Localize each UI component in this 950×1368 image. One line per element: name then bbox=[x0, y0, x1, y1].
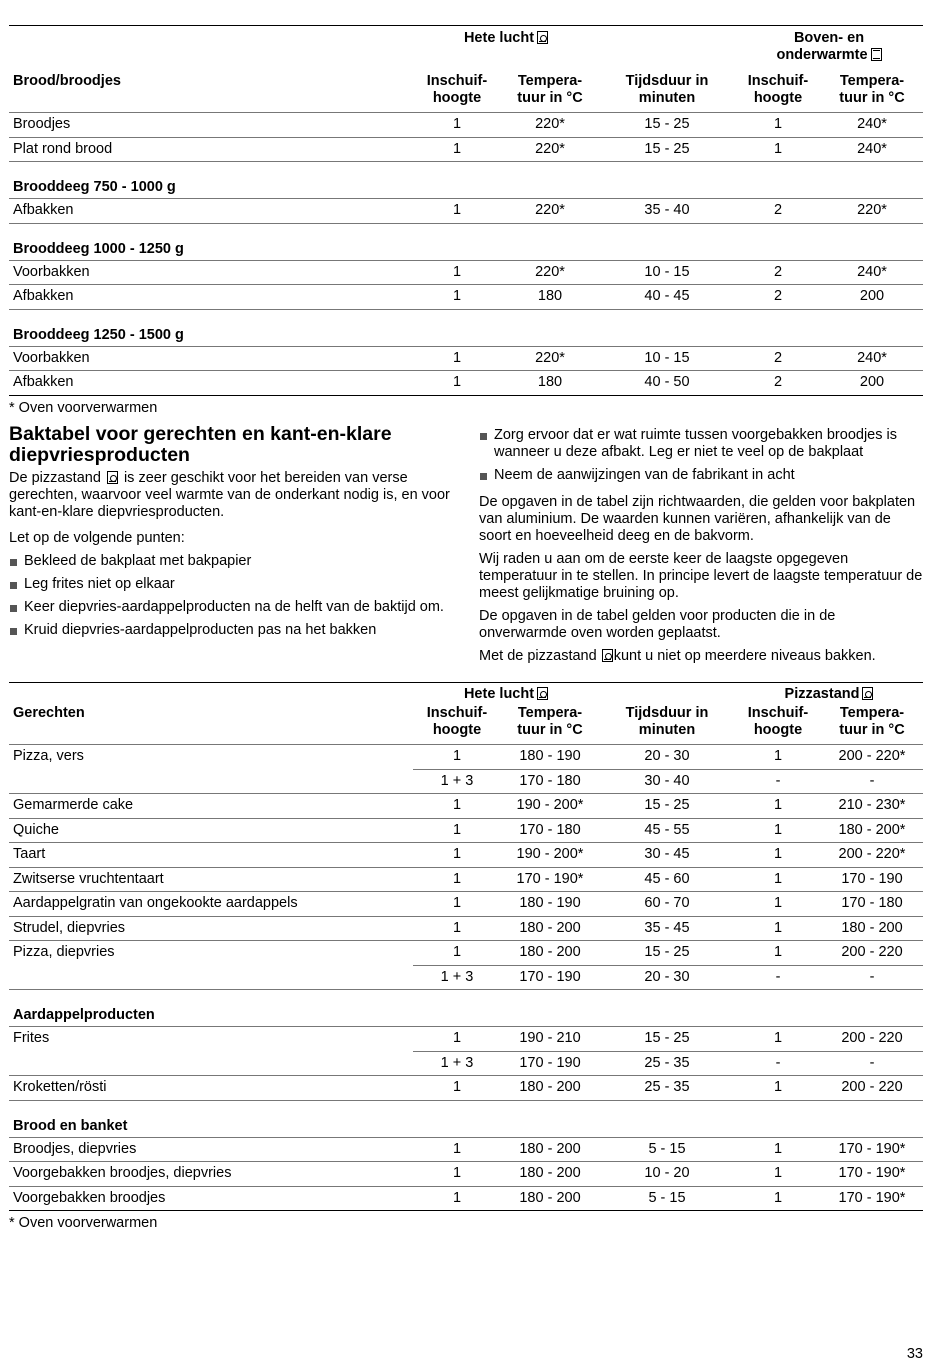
cell-value: 15 - 25 bbox=[599, 941, 735, 966]
cell-value: 1 bbox=[735, 818, 821, 843]
cell-value: 240* bbox=[821, 260, 923, 285]
list-item: Keer diepvries-aardappelproducten na de helft van de baktijd om. bbox=[9, 599, 455, 616]
section-heading: Brooddeeg 1250 - 1500 g bbox=[9, 309, 923, 346]
cell-value: 1 bbox=[735, 745, 821, 770]
section-heading: Brooddeeg 750 - 1000 g bbox=[9, 162, 923, 199]
column-header-time: Tijdsduur in minuten bbox=[625, 73, 709, 106]
list-item: Bekleed de bakplaat met bakpapier bbox=[9, 553, 455, 570]
bread-table-block bbox=[9, 25, 923, 418]
column-header-name: Brood/broodjes bbox=[13, 73, 121, 89]
table-row bbox=[9, 916, 923, 941]
cell-value: 200 - 220* bbox=[821, 745, 923, 770]
cell-value: 1 + 3 bbox=[413, 769, 501, 794]
pizza-setting-icon bbox=[862, 687, 873, 700]
column-header-shelf: Inschuif- hoogte bbox=[426, 73, 488, 106]
row-label: Plat rond brood bbox=[9, 137, 413, 162]
cell-value: 1 bbox=[413, 346, 501, 371]
row-label: Afbakken bbox=[9, 199, 413, 224]
column-header-shelf-2: Inschuif- hoogte bbox=[747, 73, 809, 106]
intro-section bbox=[9, 424, 923, 676]
table-row bbox=[9, 794, 923, 819]
cell-value: 190 - 200* bbox=[501, 794, 599, 819]
cell-value: 170 - 190 bbox=[821, 867, 923, 892]
cell-value: 40 - 50 bbox=[599, 371, 735, 396]
table-row bbox=[9, 1137, 923, 1162]
cell-value: 1 bbox=[413, 916, 501, 941]
cell-value: 20 - 30 bbox=[599, 745, 735, 770]
intro-paragraph: De pizzastand is zeer geschikt voor het bereiden van verse gerechten, waarvoor veel warmte van de onderkant nodig is, en voor kant-en-klare diepvriesproducten. bbox=[9, 470, 450, 520]
cell-value: - bbox=[735, 769, 821, 794]
cell-value: 15 - 25 bbox=[599, 113, 735, 138]
list-item: Neem de aanwijzingen van de fabrikant in acht bbox=[479, 467, 923, 484]
cell-value: 220* bbox=[501, 346, 599, 371]
cell-value: 200 bbox=[821, 371, 923, 396]
footnote: * Oven voorverwarmen bbox=[9, 399, 158, 416]
table-row bbox=[9, 199, 923, 224]
row-label: Strudel, diepvries bbox=[9, 916, 413, 941]
row-label: Kroketten/rösti bbox=[9, 1076, 413, 1101]
cell-value: 10 - 15 bbox=[599, 346, 735, 371]
column-header-temp-2: Tempera- tuur in °C bbox=[839, 73, 905, 106]
column-header-temp: Tempera- tuur in °C bbox=[517, 73, 583, 106]
paragraph: Wij raden u aan om de eerste keer de laagste opgegeven temperatuur in te stellen. In principe levert de laagste temperatuur de meest gelijkmatige bruining op. bbox=[479, 551, 923, 601]
row-label: Zwitserse vruchtentaart bbox=[9, 867, 413, 892]
cell-value: 190 - 200* bbox=[501, 843, 599, 868]
cell-value: 40 - 45 bbox=[599, 285, 735, 310]
cell-value: 1 bbox=[413, 941, 501, 966]
cell-value: 1 bbox=[735, 1137, 821, 1162]
paragraph: Met de pizzastand kunt u niet op meerdere niveaus bakken. bbox=[479, 648, 876, 664]
cell-value: 30 - 40 bbox=[599, 769, 735, 794]
table-row bbox=[9, 260, 923, 285]
cell-value: 35 - 40 bbox=[599, 199, 735, 224]
cell-value: 180 bbox=[501, 371, 599, 396]
cell-value: 1 bbox=[413, 1137, 501, 1162]
table-row bbox=[9, 1027, 923, 1052]
cell-value: 210 - 230* bbox=[821, 794, 923, 819]
cell-value: 240* bbox=[821, 113, 923, 138]
cell-value: 220* bbox=[501, 113, 599, 138]
row-label: Frites bbox=[9, 1027, 413, 1052]
cell-value: 170 - 190 bbox=[501, 965, 599, 990]
table-row bbox=[9, 818, 923, 843]
cell-value: 1 bbox=[413, 199, 501, 224]
pizza-setting-icon bbox=[107, 471, 118, 484]
table-row bbox=[9, 1186, 923, 1211]
table-row bbox=[9, 1076, 923, 1101]
column-header-name: Gerechten bbox=[13, 705, 85, 721]
cell-value: 1 + 3 bbox=[413, 965, 501, 990]
cell-value: 1 bbox=[735, 843, 821, 868]
cell-value: 180 - 200 bbox=[501, 1076, 599, 1101]
table-row bbox=[9, 371, 923, 396]
cell-value: 15 - 25 bbox=[599, 1027, 735, 1052]
cell-value: 1 bbox=[413, 285, 501, 310]
cell-value: 2 bbox=[735, 371, 821, 396]
row-label: Aardappelgratin van ongekookte aardappels bbox=[9, 892, 413, 917]
cell-value: 180 bbox=[501, 285, 599, 310]
paragraph: De opgaven in de tabel zijn richtwaarden, die gelden voor bakplaten van aluminium. De waarden kunnen variëren, afhankelijk van de soort en hoeveelheid deeg en de bakvorm. bbox=[479, 494, 916, 544]
row-label bbox=[9, 769, 413, 794]
table-row bbox=[9, 941, 923, 966]
cell-value: 240* bbox=[821, 137, 923, 162]
dishes-table bbox=[9, 682, 923, 1211]
table-row bbox=[9, 745, 923, 770]
cell-value: 180 - 200 bbox=[501, 1162, 599, 1187]
table-row bbox=[9, 867, 923, 892]
hot-air-group-header: Hete lucht bbox=[413, 683, 599, 704]
table-row bbox=[9, 769, 923, 794]
cell-value: 1 bbox=[413, 818, 501, 843]
row-label: Pizza, vers bbox=[9, 745, 413, 770]
column-header-temp-2: Tempera- tuur in °C bbox=[839, 705, 905, 738]
table-row bbox=[9, 113, 923, 138]
notes-list bbox=[9, 553, 455, 639]
cell-value: 25 - 35 bbox=[599, 1051, 735, 1076]
cell-value: 1 bbox=[413, 260, 501, 285]
cell-value: 25 - 35 bbox=[599, 1076, 735, 1101]
hot-air-icon bbox=[537, 31, 548, 44]
cell-value: 1 bbox=[413, 1162, 501, 1187]
cell-value: 170 - 190 bbox=[501, 1051, 599, 1076]
cell-value: 1 bbox=[735, 1162, 821, 1187]
row-label: Broodjes, diepvries bbox=[9, 1137, 413, 1162]
table-row bbox=[9, 843, 923, 868]
cell-value: 170 - 190* bbox=[821, 1186, 923, 1211]
cell-value: 2 bbox=[735, 260, 821, 285]
cell-value: 180 - 190 bbox=[501, 892, 599, 917]
column-header-time: Tijdsduur in minuten bbox=[625, 705, 709, 738]
cell-value: 1 + 3 bbox=[413, 1051, 501, 1076]
table-row bbox=[9, 137, 923, 162]
cell-value: 1 bbox=[735, 941, 821, 966]
pizza-setting-icon bbox=[602, 649, 613, 662]
cell-value: 180 - 200 bbox=[501, 941, 599, 966]
notes-intro: Let op de volgende punten: bbox=[9, 530, 185, 546]
dishes-table-block bbox=[9, 682, 923, 1233]
row-label: Voorbakken bbox=[9, 346, 413, 371]
cell-value: 1 bbox=[413, 843, 501, 868]
section-title: Baktabel voor gerechten en kant-en-klare diepvriesproducten bbox=[9, 423, 392, 466]
cell-value: 1 bbox=[413, 113, 501, 138]
row-label bbox=[9, 1051, 413, 1076]
column-header-temp: Tempera- tuur in °C bbox=[517, 705, 583, 738]
column-header-shelf: Inschuif- hoogte bbox=[426, 705, 488, 738]
cell-value: - bbox=[735, 965, 821, 990]
cell-value: 45 - 60 bbox=[599, 867, 735, 892]
paragraph: De opgaven in de tabel gelden voor producten die in de onverwarmde oven worden geplaatst. bbox=[479, 608, 836, 641]
table-row bbox=[9, 285, 923, 310]
table-row bbox=[9, 892, 923, 917]
row-label: Taart bbox=[9, 843, 413, 868]
cell-value: 170 - 190* bbox=[501, 867, 599, 892]
table-row bbox=[9, 1162, 923, 1187]
page-number: 33 bbox=[906, 1346, 923, 1362]
notes-list-right bbox=[479, 427, 923, 484]
cell-value: 35 - 45 bbox=[599, 916, 735, 941]
cell-value: 170 - 180 bbox=[501, 818, 599, 843]
row-label: Voorgebakken broodjes bbox=[9, 1186, 413, 1211]
footnote: * Oven voorverwarmen bbox=[9, 1215, 158, 1231]
cell-value: 170 - 180 bbox=[501, 769, 599, 794]
cell-value: 1 bbox=[735, 1027, 821, 1052]
row-label: Broodjes bbox=[9, 113, 413, 138]
cell-value: 1 bbox=[735, 794, 821, 819]
cell-value: 180 - 200 bbox=[501, 1186, 599, 1211]
cell-value: 1 bbox=[735, 1076, 821, 1101]
cell-value: 190 - 210 bbox=[501, 1027, 599, 1052]
cell-value: 5 - 15 bbox=[599, 1186, 735, 1211]
cell-value: 170 - 190* bbox=[821, 1137, 923, 1162]
cell-value: 10 - 15 bbox=[599, 260, 735, 285]
top-bottom-heat-icon bbox=[871, 48, 882, 61]
list-item: Leg frites niet op elkaar bbox=[9, 576, 455, 593]
cell-value: 2 bbox=[735, 285, 821, 310]
cell-value: 1 bbox=[413, 371, 501, 396]
cell-value: 2 bbox=[735, 346, 821, 371]
cell-value: 15 - 25 bbox=[599, 794, 735, 819]
cell-value: 180 - 200 bbox=[501, 916, 599, 941]
cell-value: 240* bbox=[821, 346, 923, 371]
cell-value: 1 bbox=[735, 916, 821, 941]
cell-value: 1 bbox=[735, 892, 821, 917]
cell-value: 1 bbox=[735, 113, 821, 138]
cell-value: 200 - 220* bbox=[821, 843, 923, 868]
row-label: Pizza, diepvries bbox=[9, 941, 413, 966]
cell-value: 200 bbox=[821, 285, 923, 310]
section-heading: Aardappelproducten bbox=[9, 990, 923, 1027]
cell-value: 220* bbox=[501, 137, 599, 162]
cell-value: 1 bbox=[413, 1186, 501, 1211]
intro-right-column bbox=[479, 424, 923, 665]
cell-value: 1 bbox=[735, 867, 821, 892]
cell-value: 15 - 25 bbox=[599, 137, 735, 162]
cell-value: 200 - 220 bbox=[821, 941, 923, 966]
row-label: Quiche bbox=[9, 818, 413, 843]
hot-air-icon bbox=[537, 687, 548, 700]
cell-value: 200 - 220 bbox=[821, 1027, 923, 1052]
cell-value: 1 bbox=[413, 1076, 501, 1101]
bread-table bbox=[9, 25, 923, 396]
cell-value: - bbox=[821, 965, 923, 990]
cell-value: 220* bbox=[821, 199, 923, 224]
table-row bbox=[9, 346, 923, 371]
list-item: Kruid diepvries-aardappelproducten pas na het bakken bbox=[9, 622, 455, 639]
cell-value: - bbox=[735, 1051, 821, 1076]
cell-value: 180 - 200 bbox=[501, 1137, 599, 1162]
row-label bbox=[9, 965, 413, 990]
pizza-group-header: Pizzastand bbox=[735, 683, 923, 704]
cell-value: 1 bbox=[413, 745, 501, 770]
cell-value: 30 - 45 bbox=[599, 843, 735, 868]
table-row bbox=[9, 1051, 923, 1076]
cell-value: 1 bbox=[413, 892, 501, 917]
intro-left-column bbox=[9, 424, 455, 639]
cell-value: 1 bbox=[413, 137, 501, 162]
hot-air-group-header: Hete lucht bbox=[413, 26, 599, 65]
cell-value: - bbox=[821, 769, 923, 794]
cell-value: 10 - 20 bbox=[599, 1162, 735, 1187]
section-heading: Brood en banket bbox=[9, 1100, 923, 1137]
row-label: Afbakken bbox=[9, 371, 413, 396]
cell-value: 220* bbox=[501, 199, 599, 224]
cell-value: 1 bbox=[735, 137, 821, 162]
cell-value: 180 - 200 bbox=[821, 916, 923, 941]
cell-value: 220* bbox=[501, 260, 599, 285]
row-label: Voorbakken bbox=[9, 260, 413, 285]
cell-value: 1 bbox=[413, 867, 501, 892]
row-label: Afbakken bbox=[9, 285, 413, 310]
cell-value: 170 - 180 bbox=[821, 892, 923, 917]
cell-value: 180 - 190 bbox=[501, 745, 599, 770]
cell-value: 1 bbox=[735, 1186, 821, 1211]
top-bottom-group-header: Boven- en onderwarmte bbox=[735, 26, 923, 65]
cell-value: 45 - 55 bbox=[599, 818, 735, 843]
section-heading: Brooddeeg 1000 - 1250 g bbox=[9, 223, 923, 260]
cell-value: 5 - 15 bbox=[599, 1137, 735, 1162]
cell-value: 20 - 30 bbox=[599, 965, 735, 990]
row-label: Voorgebakken broodjes, diepvries bbox=[9, 1162, 413, 1187]
cell-value: 180 - 200* bbox=[821, 818, 923, 843]
cell-value: 2 bbox=[735, 199, 821, 224]
column-header-shelf-2: Inschuif- hoogte bbox=[747, 705, 809, 738]
cell-value: 1 bbox=[413, 1027, 501, 1052]
cell-value: - bbox=[821, 1051, 923, 1076]
row-label: Gemarmerde cake bbox=[9, 794, 413, 819]
list-item: Zorg ervoor dat er wat ruimte tussen voorgebakken broodjes is wanneer u deze afbakt. Leg er niet te veel op de bakplaat bbox=[479, 427, 923, 461]
cell-value: 200 - 220 bbox=[821, 1076, 923, 1101]
cell-value: 170 - 190* bbox=[821, 1162, 923, 1187]
cell-value: 1 bbox=[413, 794, 501, 819]
cell-value: 60 - 70 bbox=[599, 892, 735, 917]
table-row bbox=[9, 965, 923, 990]
